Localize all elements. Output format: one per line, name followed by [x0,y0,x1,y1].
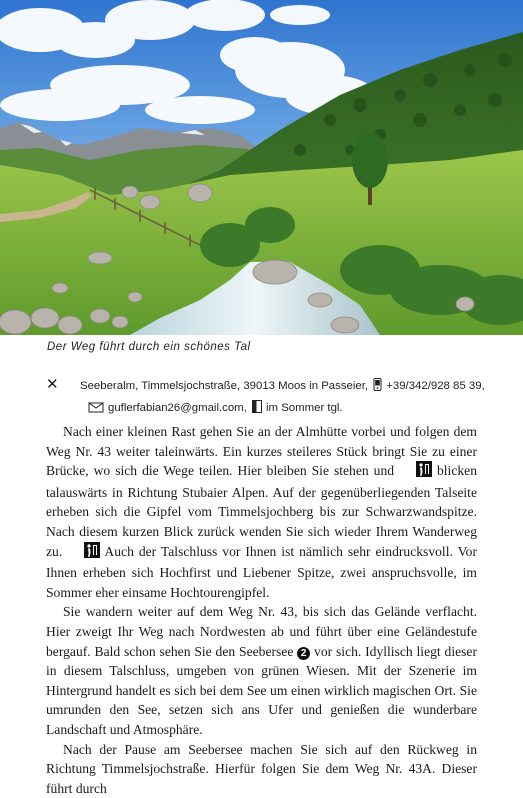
phone-icon [373,378,382,398]
info-line-1 [46,374,486,398]
viewpoint-icon [67,542,100,564]
crossed-cutlery-icon: ✕ [46,374,62,394]
hut-hours: im Sommer tgl. [266,402,343,414]
info-line-2 [46,398,486,420]
paragraph-1: Nach einer kleinen Rast gehen Sie an der Almhütte vorbei und folgen dem Weg Nr. 43 weiter taleinwärts. Ein kurzes steileres Stück bringt Sie zu einer Brücke, wo sich die Wege teilen. Hier bleiben Sie stehen und blicken talauswärts in Richtung Stubaier Alpen. Auf der gegenüberliegenden Talseite erheben sich die Gipfel vom Timmelsjochberg bis zur Schwarzwandspitze. Nach diesem kurzen Blick zurück wenden Sie sich wieder Ihrem Wanderweg zu. Auch der Talschluss vor Ihnen ist nämlich sehr eindrucksvoll. Vor Ihnen erheben sich Hochfirst und Liebener Spitze, zwei anspruchsvolle, im Sommer eher einsame Hochtourengipfel. [46,422,477,602]
opening-hours-icon [252,400,262,420]
email-icon [88,400,104,420]
body-text [46,422,477,798]
paragraph-3: Nach der Pause am Seebersee machen Sie sich auf den Rückweg in Richtung Timmelsjochstraße. Hierfür folgen Sie dem Weg Nr. 43A. Dieser führt durch [46,740,477,798]
hut-info [46,374,486,420]
hut-email[interactable]: guflerfabian26@gmail.com, [108,402,247,414]
hut-phone: +39/342/928 85 39, [386,380,485,392]
waypoint-number-badge: 2 [297,647,310,660]
landscape-photo [0,0,523,335]
viewpoint-icon [399,461,432,483]
photo-caption: Der Weg führt durch ein schönes Tal [47,341,251,353]
hut-address: Seeberalm, Timmelsjochstraße, 39013 Moos in Passeier, [80,380,368,392]
paragraph-2: Sie wandern weiter auf dem Weg Nr. 43, bis sich das Gelände verflacht. Hier zweigt Ihr Weg nach Nordwesten ab und führt über eine Geländestufe bergauf. Bald schon sehen Sie den Seebersee 2 vor sich. Idyllisch liegt dieser in diesem Talschluss, umgeben von grünen Wiesen. Mit der Szenerie im Hintergrund handelt es sich bei dem See um einen wirklich magischen Ort. Sie umrunden den See, setzen sich ans Ufer und genießen die wunderbare Landschaft und Atmosphäre. [46,602,477,739]
